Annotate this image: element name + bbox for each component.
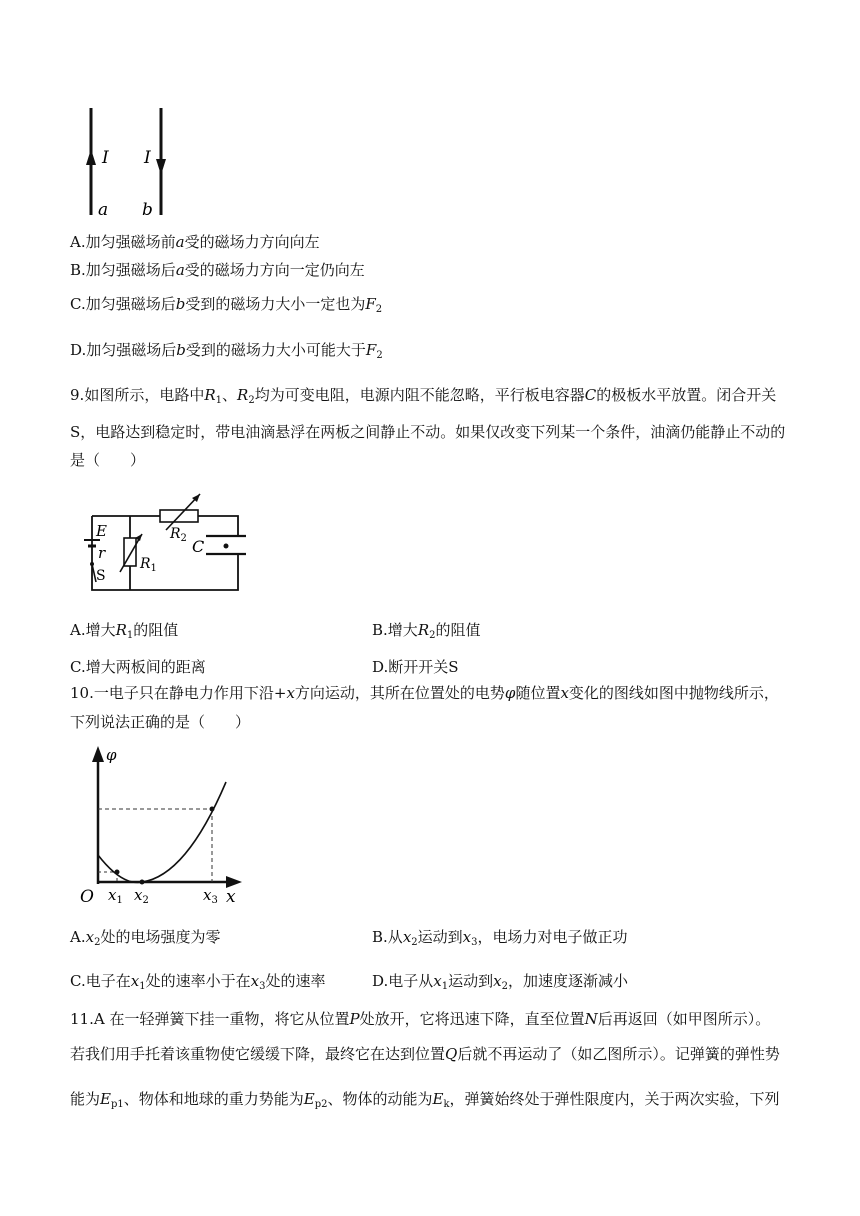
- point-x1: [115, 870, 120, 875]
- emf-label: E: [96, 522, 107, 540]
- r1-label: $R_1$: [140, 556, 157, 574]
- q8-option-a: A.加匀强磁场前a受的磁场力方向向左: [70, 233, 320, 251]
- q11-stem-line1: 11.A 在一轻弹簧下挂一重物，将它从位置P处放开，它将迅速下降，直至位置N后再返回（如甲图所示）。: [70, 1010, 771, 1028]
- q11-stem-line2: 若我们用手托着该重物使它缓缓下降，最终它在达到位置Q后就不再运动了（如乙图所示）。记弹簧的弹性势: [70, 1045, 780, 1063]
- x-axis-label: x: [226, 887, 236, 907]
- q10-stem-line2: 下列说法正确的是（ ）: [70, 713, 251, 731]
- wire-label-b: b: [142, 200, 153, 220]
- q8-option-d: D.加匀强磁场后b受到的磁场力大小可能大于$F_2$: [70, 341, 383, 361]
- q9-stem-line3: 是（ ）: [70, 451, 146, 469]
- current-up-arrow-icon: [86, 149, 96, 165]
- potential-parabola: [98, 782, 226, 882]
- q10-option-b: B.从$x_2$运动到$x_3$，电场力对电子做正功: [372, 928, 628, 948]
- tick-label-x1: $x_1$: [108, 886, 123, 906]
- q9-option-d: D.断开开关S: [372, 658, 459, 676]
- tick-label-x3: $x_3$: [203, 886, 218, 906]
- internal-resistance-label: r: [98, 544, 106, 562]
- circuit-figure: [78, 490, 258, 598]
- switch-label: S: [96, 568, 106, 584]
- parallel-wires-figure: [78, 105, 178, 220]
- circuit-wire-top-right: [198, 516, 238, 536]
- point-x3: [210, 807, 215, 812]
- tick-label-x2: $x_2$: [134, 886, 149, 906]
- q9-option-b: B.增大$R_2$的阻值: [372, 621, 481, 641]
- q9-stem-line1: 9.如图所示，电路中$R_1$、$R_2$均为可变电阻，电源内阻不能忽略，平行板电容器C的极板水平放置。闭合开关: [70, 386, 777, 406]
- phi-axis-label: φ: [106, 746, 117, 764]
- current-down-arrow-icon: [156, 159, 166, 175]
- current-label-b: I: [144, 148, 151, 168]
- potential-graph: [76, 744, 251, 909]
- q8-option-b: B.加匀强磁场后a受的磁场力方向一定仍向左: [70, 261, 365, 279]
- q10-stem-line1: 10.一电子只在静电力作用下沿+x方向运动，其所在位置处的电势φ随位置x变化的图线如图中抛物线所示，: [70, 684, 779, 702]
- origin-label: O: [80, 887, 94, 907]
- q8-option-c: C.加匀强磁场后b受到的磁场力大小一定也为$F_2$: [70, 295, 383, 315]
- q10-option-c: C.电子在$x_1$处的速率小于在$x_3$处的速率: [70, 972, 326, 992]
- q10-option-d: D.电子从$x_1$运动到$x_2$，加速度逐渐减小: [372, 972, 628, 992]
- capacitor-label: C: [192, 537, 205, 556]
- q10-option-a: $A.x_2$处的电场强度为零: [70, 928, 221, 948]
- q9-stem-line2: S，电路达到稳定时，带电油滴悬浮在两板之间静止不动。如果仅改变下列某一个条件，油滴仍能静止不动的: [70, 423, 786, 441]
- q9-option-c: C.增大两板间的距离: [70, 658, 206, 676]
- phi-axis-arrow-icon: [92, 746, 104, 762]
- q9-option-a: A.增大$R_1$的阻值: [70, 621, 179, 641]
- current-label-a: I: [102, 148, 109, 168]
- point-x2: [140, 880, 145, 885]
- r2-label: $R_2$: [170, 526, 187, 544]
- q11-stem-line3: 能为$E_{p1}$、物体和地球的重力势能为$E_{p2}$、物体的动能为$E_k$，弹簧始终处于弹性限度内，关于两次实验，下列: [70, 1090, 780, 1110]
- wire-label-a: a: [98, 200, 109, 220]
- oil-drop: [224, 544, 229, 549]
